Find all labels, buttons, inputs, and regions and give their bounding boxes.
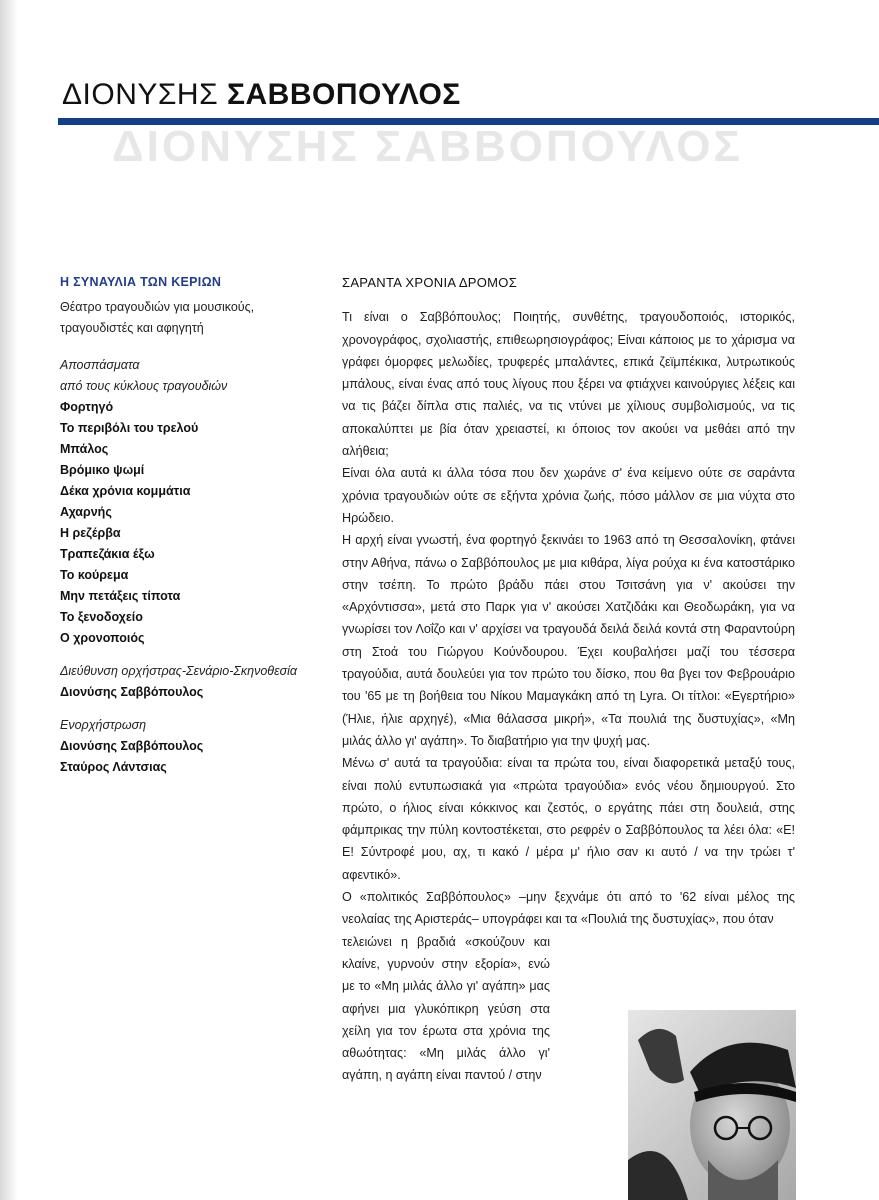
essay-paragraph: Η αρχή είναι γνωστή, ένα φορτηγό ξεκινάει το 1963 από τη Θεσσαλονίκη, φτάνει στην Αθήνα, πάνω ο Σαββόπουλος με μια κιθάρα, λίγα ρούχα κι ένα κατοστάρικο στην τσέπη. Το πρώτο βράδυ πάει στου Τσιτσάνη για ν' ακούσει την «Αρχόντισσα», μετά στο Παρκ για ν' ακούσει Χατζιδάκι και Θεοδωράκη, για να γνωρίσει τον Λοΐζο και ν' αρχίσει να τραγουδά δειλά δειλά κοντά στη Φαραντούρη στη Στοά του Γιώργου Κούνδουρου. Έχει κουβαλήσει μαζί του τέσσερα τραγούδια, αυτά δουλεύει για τον πρώτο του δίσκο, που θα βγει τον Φεβρουάριο του '65 με τη βοήθεια του Νίκου Μαμαγκάκη από τη Lyra. Οι τίτλοι: «Εγερτήριο» (Ήλιε, ήλιε αρχηγέ), «Μια θάλασσα μικρή», «Τα πουλιά της δυστυχίας», «Μη μιλάς άλλο γι' αγάπη». Το διαβατήριο για την ψυχή μας. bbox=[342, 533, 795, 748]
essay-paragraph: Μένω σ' αυτά τα τραγούδια: είναι τα πρώτα του, είναι διαφορετικά μεταξύ τους, είναι πολύ εντυπωσιακά για «πρώτα τραγούδια» ενός νέου δημιουργού. Στο πρώτο, ο ήλιος είναι κόκκινος και ζεστός, ο εργάτης πάει στη δουλειά, στης φάμπρικας την πύλη κοντοστέκεται, στο ρεφρέν ο Σαββόπουλος τα λέει όλα: «Ε! Ε! Σύντροφέ μου, αχ, τι κακό / μέρα μ' ήλιο σαν κι αυτό / να την τρώει τ' αφεντικό». bbox=[342, 756, 795, 882]
ghost-title: ΔΙΟΝΥΣΗΣ ΣΑΒΒΟΠΟΥΛΟΣ bbox=[112, 122, 743, 171]
essay-paragraph: τελειώνει η βραδιά «σκούζουν και κλαίνε, γυρνούν στην εξορία», ενώ με το «Μη μιλάς άλλο γι' αγάπη» μας αφήνει μια γλυκόπικρη γεύση στα χείλη για τον έρωτα στα χρόνια της αθωότητας: «Μη μιλάς άλλο γι' αγάπη, η αγάπη είναι παντού / στην bbox=[342, 934, 550, 1083]
title-last-name: ΣΑΒΒΟΠΟΥΛΟΣ bbox=[226, 78, 461, 111]
concert-subtitle-1: Θέατρο τραγουδιών για μουσικούς, bbox=[60, 300, 255, 314]
concert-heading: Η ΣΥΝΑΥΛΙΑ ΤΩΝ ΚΕΡΙΩΝ bbox=[60, 275, 222, 289]
title-first-name: ΔΙΟΝΥΣΗΣ bbox=[62, 78, 219, 111]
excerpts-label-1: Αποσπάσματα bbox=[60, 358, 140, 372]
song-title: Φορτηγό bbox=[60, 400, 114, 414]
orchestration-name: Σταύρος Λάντσιας bbox=[60, 760, 167, 774]
song-title: Δέκα χρόνια κομμάτια bbox=[60, 484, 191, 498]
song-title: Ο χρονοποιός bbox=[60, 631, 145, 645]
concert-subtitle-2: τραγουδιστές και αφηγητή bbox=[60, 321, 204, 335]
essay-paragraph: Είναι όλα αυτά κι άλλα τόσα που δεν χωράνε σ' ένα κείμενο ούτε σε σαράντα χρόνια τραγουδιών ούτε σε εξήντα χρόνια ζωής, πόσο μάλλον σε μια νύχτα στο Ηρώδειο. bbox=[342, 466, 795, 525]
portrait-photo bbox=[628, 1010, 796, 1200]
song-title: Αχαρνής bbox=[60, 505, 112, 519]
orchestration-label: Ενορχήστρωση bbox=[60, 718, 147, 732]
song-title: Το περιβόλι του τρελού bbox=[60, 421, 199, 435]
page-gutter bbox=[0, 0, 18, 1200]
song-title: Βρόμικο ψωμί bbox=[60, 463, 145, 477]
excerpts-label-2: από τους κύκλους τραγουδιών bbox=[60, 379, 228, 393]
orchestration-name: Διονύσης Σαββόπουλος bbox=[60, 739, 204, 753]
song-title: Τραπεζάκια έξω bbox=[60, 547, 155, 561]
essay-column bbox=[342, 272, 795, 1087]
song-title: Το κούρεμα bbox=[60, 568, 129, 582]
song-title: Μην πετάξεις τίποτα bbox=[60, 589, 181, 603]
song-title: Το ξενοδοχείο bbox=[60, 610, 143, 624]
essay-paragraph: Ο «πολιτικός Σαββόπουλος» –μην ξεχνάμε ότι από το '62 είναι μέλος της νεολαίας της Αριστεράς– υπογράφει και τα «Πουλιά της δυστυχίας», που όταν bbox=[342, 890, 795, 927]
essay-title: ΣΑΡΑΝΤΑ ΧΡΟΝΙΑ ΔΡΟΜΟΣ bbox=[342, 275, 518, 290]
direction-name: Διονύσης Σαββόπουλος bbox=[60, 685, 204, 699]
direction-label: Διεύθυνση ορχήστρας-Σενάριο-Σκηνοθεσία bbox=[60, 664, 298, 678]
song-title: Μπάλος bbox=[60, 442, 109, 456]
credits-sidebar bbox=[60, 272, 322, 778]
page-title bbox=[62, 78, 461, 112]
song-title: Η ρεζέρβα bbox=[60, 526, 121, 540]
portrait-illustration bbox=[628, 1010, 796, 1200]
essay-paragraph: Τι είναι ο Σαββόπουλος; Ποιητής, συνθέτης, τραγουδοποιός, ιστορικός, χρονογράφος, σχολιαστής, επιθεωρησιογράφος; Είναι κάποιος με το χάρισμα να γράφει όμορφες μελωδίες, τρυφερές μπαλάντες, επικά ζεϊμπέκικα, λυτρωτικούς μπάλους, είναι ένας από τους λίγους που ξέρει να φτιάχνει καινούργιες λέξεις και να τις βάζει δίπλα στις παλιές, να τις ντύνει με χίλιους συμβολισμούς, να τις αποκαλύπτει με βία όταν χρειαστεί, κι όποιος τον ακούει να μεθάει από την αλήθεια; bbox=[342, 310, 795, 459]
